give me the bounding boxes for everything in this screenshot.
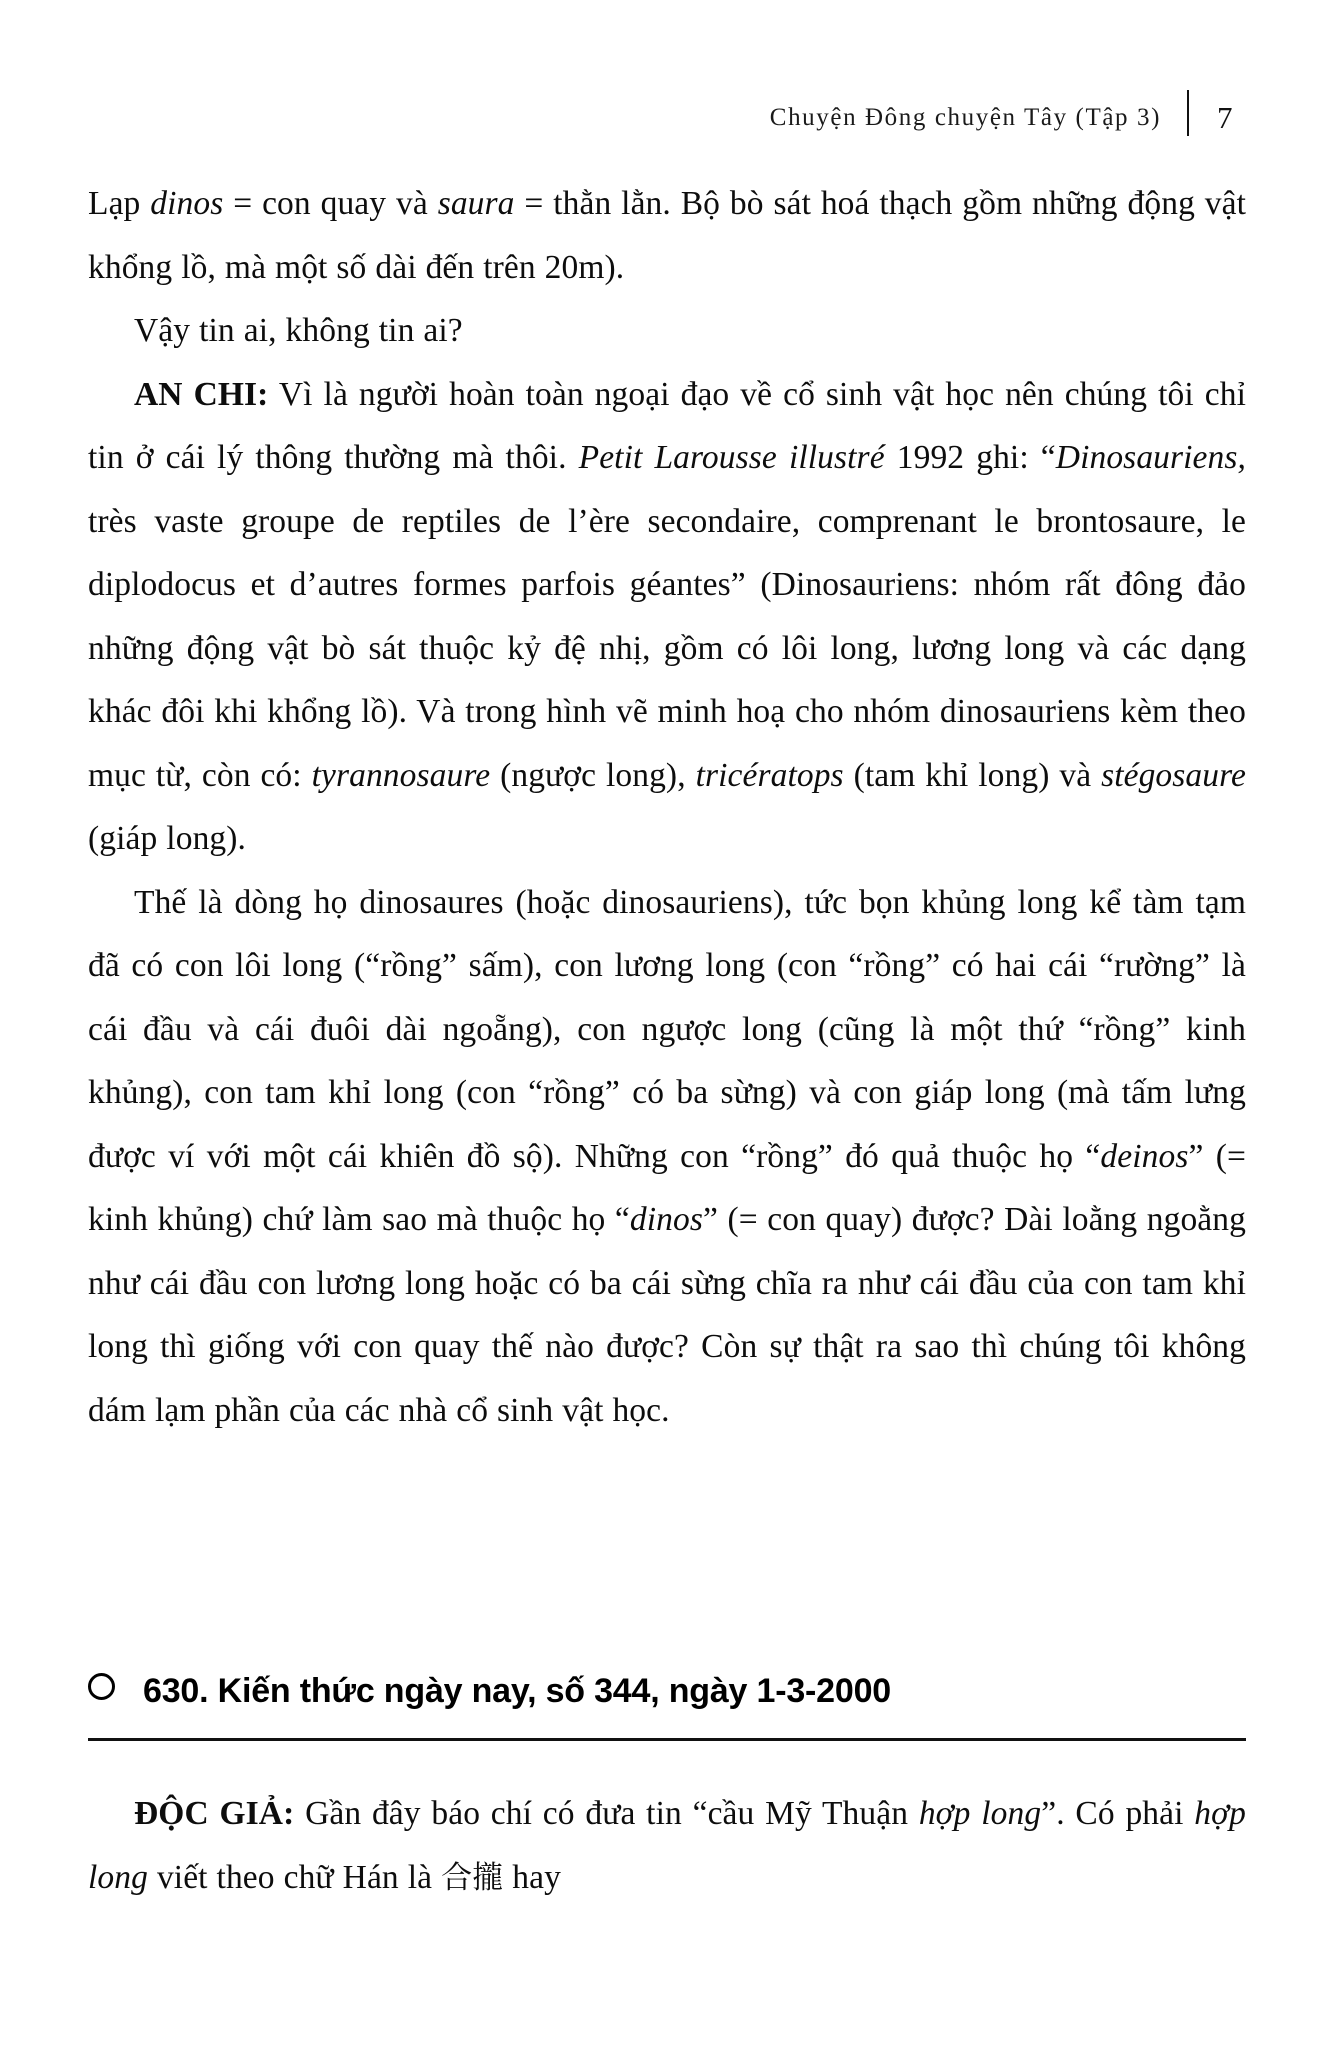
page-number: 7 [1217, 100, 1233, 135]
text-run: AN CHI: [134, 375, 269, 413]
running-head-title: Chuyện Đông chuyện Tây (Tập 3) [769, 104, 1161, 131]
text-run: Vậy tin ai, không tin ai? [134, 312, 463, 349]
text-run: Thế là dòng họ dinosaures (hoặc dinosauriens), tức bọn khủng long kể tàm tạm đã có con lôi long (“rồng” sấm), con lương long (con “rồng” có hai cái “rường” là cái đầu và cái đuôi dài ngoẵng), con ngược long (cũng là một thứ “rồng” kinh khủng), con tam khỉ long (con “rồng” có ba sừng) và con giáp long (mà tấm lưng được ví với một cái khiên đồ sộ). Những con “rồng” đó quả thuộc họ “ [88, 883, 1246, 1175]
text-run: (giáp long). [88, 820, 246, 857]
body-text [88, 172, 1246, 1442]
text-run: = thằn lằn. Bộ bò sát hoá thạch gồm những động vật khổng lồ, mà một số dài đến trên 20m). [88, 185, 1247, 286]
text-run: deinos [1100, 1137, 1189, 1175]
text-run: = con quay và [223, 185, 438, 222]
footer-text [88, 1782, 1246, 1910]
text-run: très vaste groupe de reptiles de l’ère secondaire, comprenant le brontosaure, le diplodocus et d’autres formes parfois géantes” (Dinosauriens: nhóm rất đông đảo những động vật bò sát thuộc kỷ đệ nhị, gồm có lôi long, lương long và các dạng khác đôi khi khổng lồ). Và trong hình vẽ minh hoạ cho nhóm dinosauriens kèm theo mục từ, còn có: [88, 502, 1246, 794]
text-run: dinos [629, 1201, 704, 1238]
paragraph [88, 172, 1246, 299]
section-heading [88, 1672, 1246, 1711]
text-run: ”. Có phải [1041, 1795, 1195, 1832]
text-run: ” (= kinh khủng) chứ làm sao mà thuộc họ “ [88, 1137, 1246, 1238]
text-run: Petit Larousse illustré [578, 439, 885, 476]
text-run: Gần đây báo chí có đưa tin “cầu Mỹ Thuận [294, 1795, 919, 1832]
header-divider [1187, 90, 1189, 136]
text-run: Vì là người hoàn toàn ngoại đạo về cổ sinh vật học nên chúng tôi chỉ tin ở cái lý thông thường mà thôi. [88, 375, 1246, 476]
section-heading-label: 630. Kiến thức ngày nay, số 344, ngày 1-3-2000 [143, 1672, 892, 1710]
section-divider [88, 1738, 1246, 1741]
running-head [90, 96, 1243, 140]
paragraph [88, 363, 1246, 871]
text-run: ” (= con quay) được? Dài loằng ngoằng như cái đầu con lương long hoặc có ba cái sừng chĩa ra như cái đầu của con tam khỉ long thì giống với con quay thế nào được? Còn sự thật ra sao thì chúng tôi không dám lạm phần của các nhà cổ sinh vật học. [88, 1201, 1246, 1429]
text-run: Lạp [88, 185, 151, 222]
text-run: hợp long [88, 1795, 1246, 1896]
paragraph [88, 871, 1246, 1443]
text-run: 1992 ghi: “ [884, 439, 1056, 476]
text-run: ĐỘC GIẢ: [134, 1795, 295, 1832]
text-run: dinos [150, 185, 224, 222]
text-run: viết theo chữ Hán là [147, 1858, 442, 1896]
circle-outline-icon [88, 1673, 115, 1700]
text-run: tyrannosaure [311, 756, 491, 794]
text-run: 合攏 [441, 1859, 504, 1896]
text-run: saura [437, 185, 515, 222]
text-run: hay [503, 1858, 561, 1896]
text-run: Dinosauriens, [1055, 439, 1246, 476]
paragraph [88, 1782, 1246, 1910]
text-run: tricératops [695, 756, 844, 794]
text-run: stégosaure [1101, 756, 1246, 794]
text-run: (tam khỉ long) và [843, 756, 1102, 794]
text-run: hợp long [918, 1795, 1042, 1832]
paragraph [88, 299, 1246, 363]
text-run: (ngược long), [490, 756, 696, 794]
